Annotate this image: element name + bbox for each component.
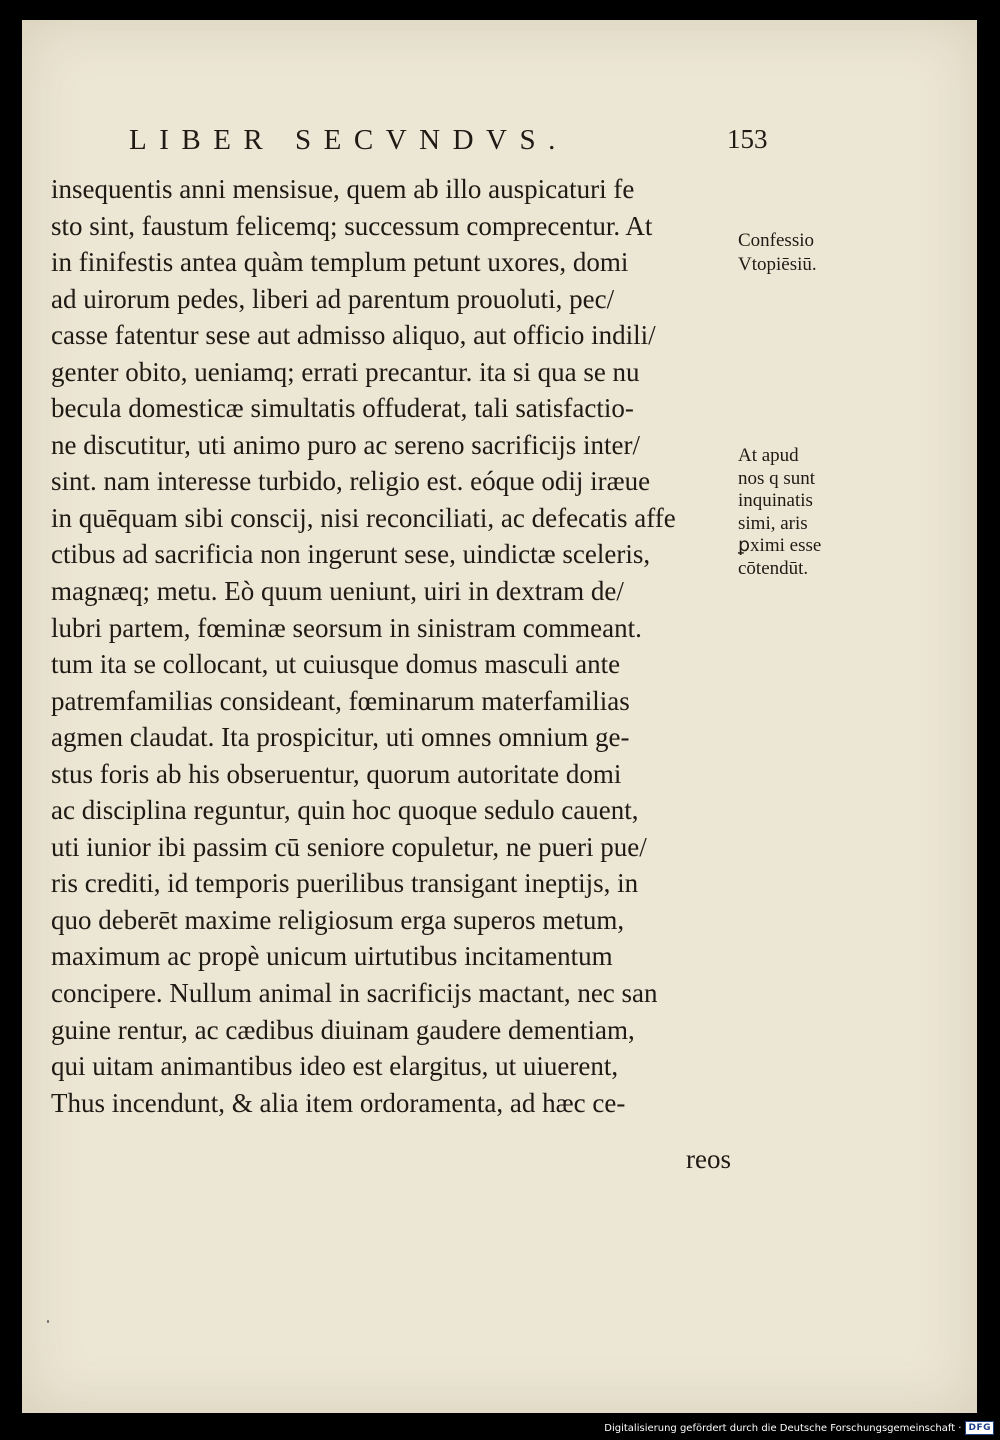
text-line: ad uirorum pedes, liberi ad parentum prouoluti, pec/ bbox=[51, 283, 615, 314]
text-line: ac disciplina reguntur, quin hoc quoque sedulo cauent, bbox=[51, 795, 639, 826]
text-line: genter obito, ueniamq; errati precantur. ita si qua se nu bbox=[51, 356, 640, 387]
digitization-footer bbox=[604, 1421, 994, 1435]
text-line: in finifestis antea quàm templum petunt uxores, domi bbox=[51, 247, 629, 278]
paper-speck bbox=[47, 1320, 49, 1323]
marginal-line: Confessio bbox=[738, 230, 814, 251]
catchword: reos bbox=[686, 1144, 731, 1174]
text-line: insequentis anni mensisue, quem ab illo auspicaturi fe bbox=[51, 174, 635, 204]
marginal-line: inquinatis bbox=[738, 490, 813, 511]
text-line: lubri partem, fœminæ seorsum in sinistram commeant. bbox=[51, 612, 642, 643]
text-line: casse fatentur sese aut admisso aliquo, aut officio indili/ bbox=[51, 320, 656, 351]
marginal-note-confession bbox=[738, 229, 863, 277]
text-line: quo deberēt maxime religiosum erga superos metum, bbox=[51, 904, 625, 935]
text-line: becula domesticæ simultatis offuderat, tali satisfactio- bbox=[51, 393, 634, 424]
text-line: Thus incendunt, & alia item ordoramenta, ad hæc ce- bbox=[51, 1087, 626, 1118]
text-line: patremfamilias consideant, fœminarum materfamilias bbox=[51, 685, 630, 716]
marginal-line: simi, aris bbox=[738, 512, 808, 534]
text-line: qui uitam animantibus ideo est elargitus, ut uiuerent, bbox=[51, 1051, 619, 1082]
text-line: agmen claudat. Ita prospicitur, uti omnes omnium ge- bbox=[51, 722, 630, 753]
text-line: maximum ac propè unicum uirtutibus incitamentum bbox=[51, 941, 613, 972]
body-text bbox=[51, 171, 731, 1121]
marginal-line: nos q sunt bbox=[738, 467, 816, 489]
text-line: ctibus ad sacrificia non ingerunt sese, uindictæ sceleris, bbox=[51, 539, 651, 570]
funding-credit: Digitalisierung gefördert durch die Deutsche Forschungsgemeinschaft · bbox=[604, 1422, 962, 1434]
text-line: sto sint, faustum felicemq; successum comprecentur. At bbox=[51, 210, 653, 241]
book-page bbox=[22, 20, 977, 1413]
text-line: magnæq; metu. Eò quum ueniunt, uiri in dextram de/ bbox=[51, 576, 624, 607]
text-line: guine rentur, ac cædibus diuinam gaudere dementiam, bbox=[51, 1014, 635, 1045]
dfg-logo-icon: DFG bbox=[965, 1421, 994, 1435]
marginal-line: ꝑximi esse bbox=[738, 535, 822, 556]
text-line: ris crediti, id temporis puerilibus transigant ineptijs, in bbox=[51, 868, 639, 899]
page-number: 153 bbox=[727, 124, 768, 154]
text-line: sint. nam interesse turbido, religio est. eóque odij iræue bbox=[51, 466, 651, 497]
page-header bbox=[22, 124, 977, 164]
marginal-note-at-apud bbox=[738, 445, 863, 580]
text-line: concipere. Nullum animal in sacrificijs mactant, nec san bbox=[51, 978, 658, 1009]
text-line: stus foris ab his obseruentur, quorum autoritate domi bbox=[51, 758, 622, 789]
marginal-line: Vtopiēsiū. bbox=[738, 254, 817, 275]
text-line: uti iunior ibi passim cū seniore copuletur, ne pueri pue/ bbox=[51, 831, 647, 862]
marginal-line: cōtendūt. bbox=[738, 557, 809, 579]
text-line: tum ita se collocant, ut cuiusque domus masculi ante bbox=[51, 649, 621, 680]
text-line: in quēquam sibi conscij, nisi reconciliati, ac defecatis affe bbox=[51, 502, 676, 533]
marginal-line: At apud bbox=[738, 445, 799, 466]
text-line: ne discutitur, uti animo puro ac sereno sacrificijs inter/ bbox=[51, 429, 640, 460]
running-head: LIBER SECVNDVS. bbox=[129, 124, 568, 156]
